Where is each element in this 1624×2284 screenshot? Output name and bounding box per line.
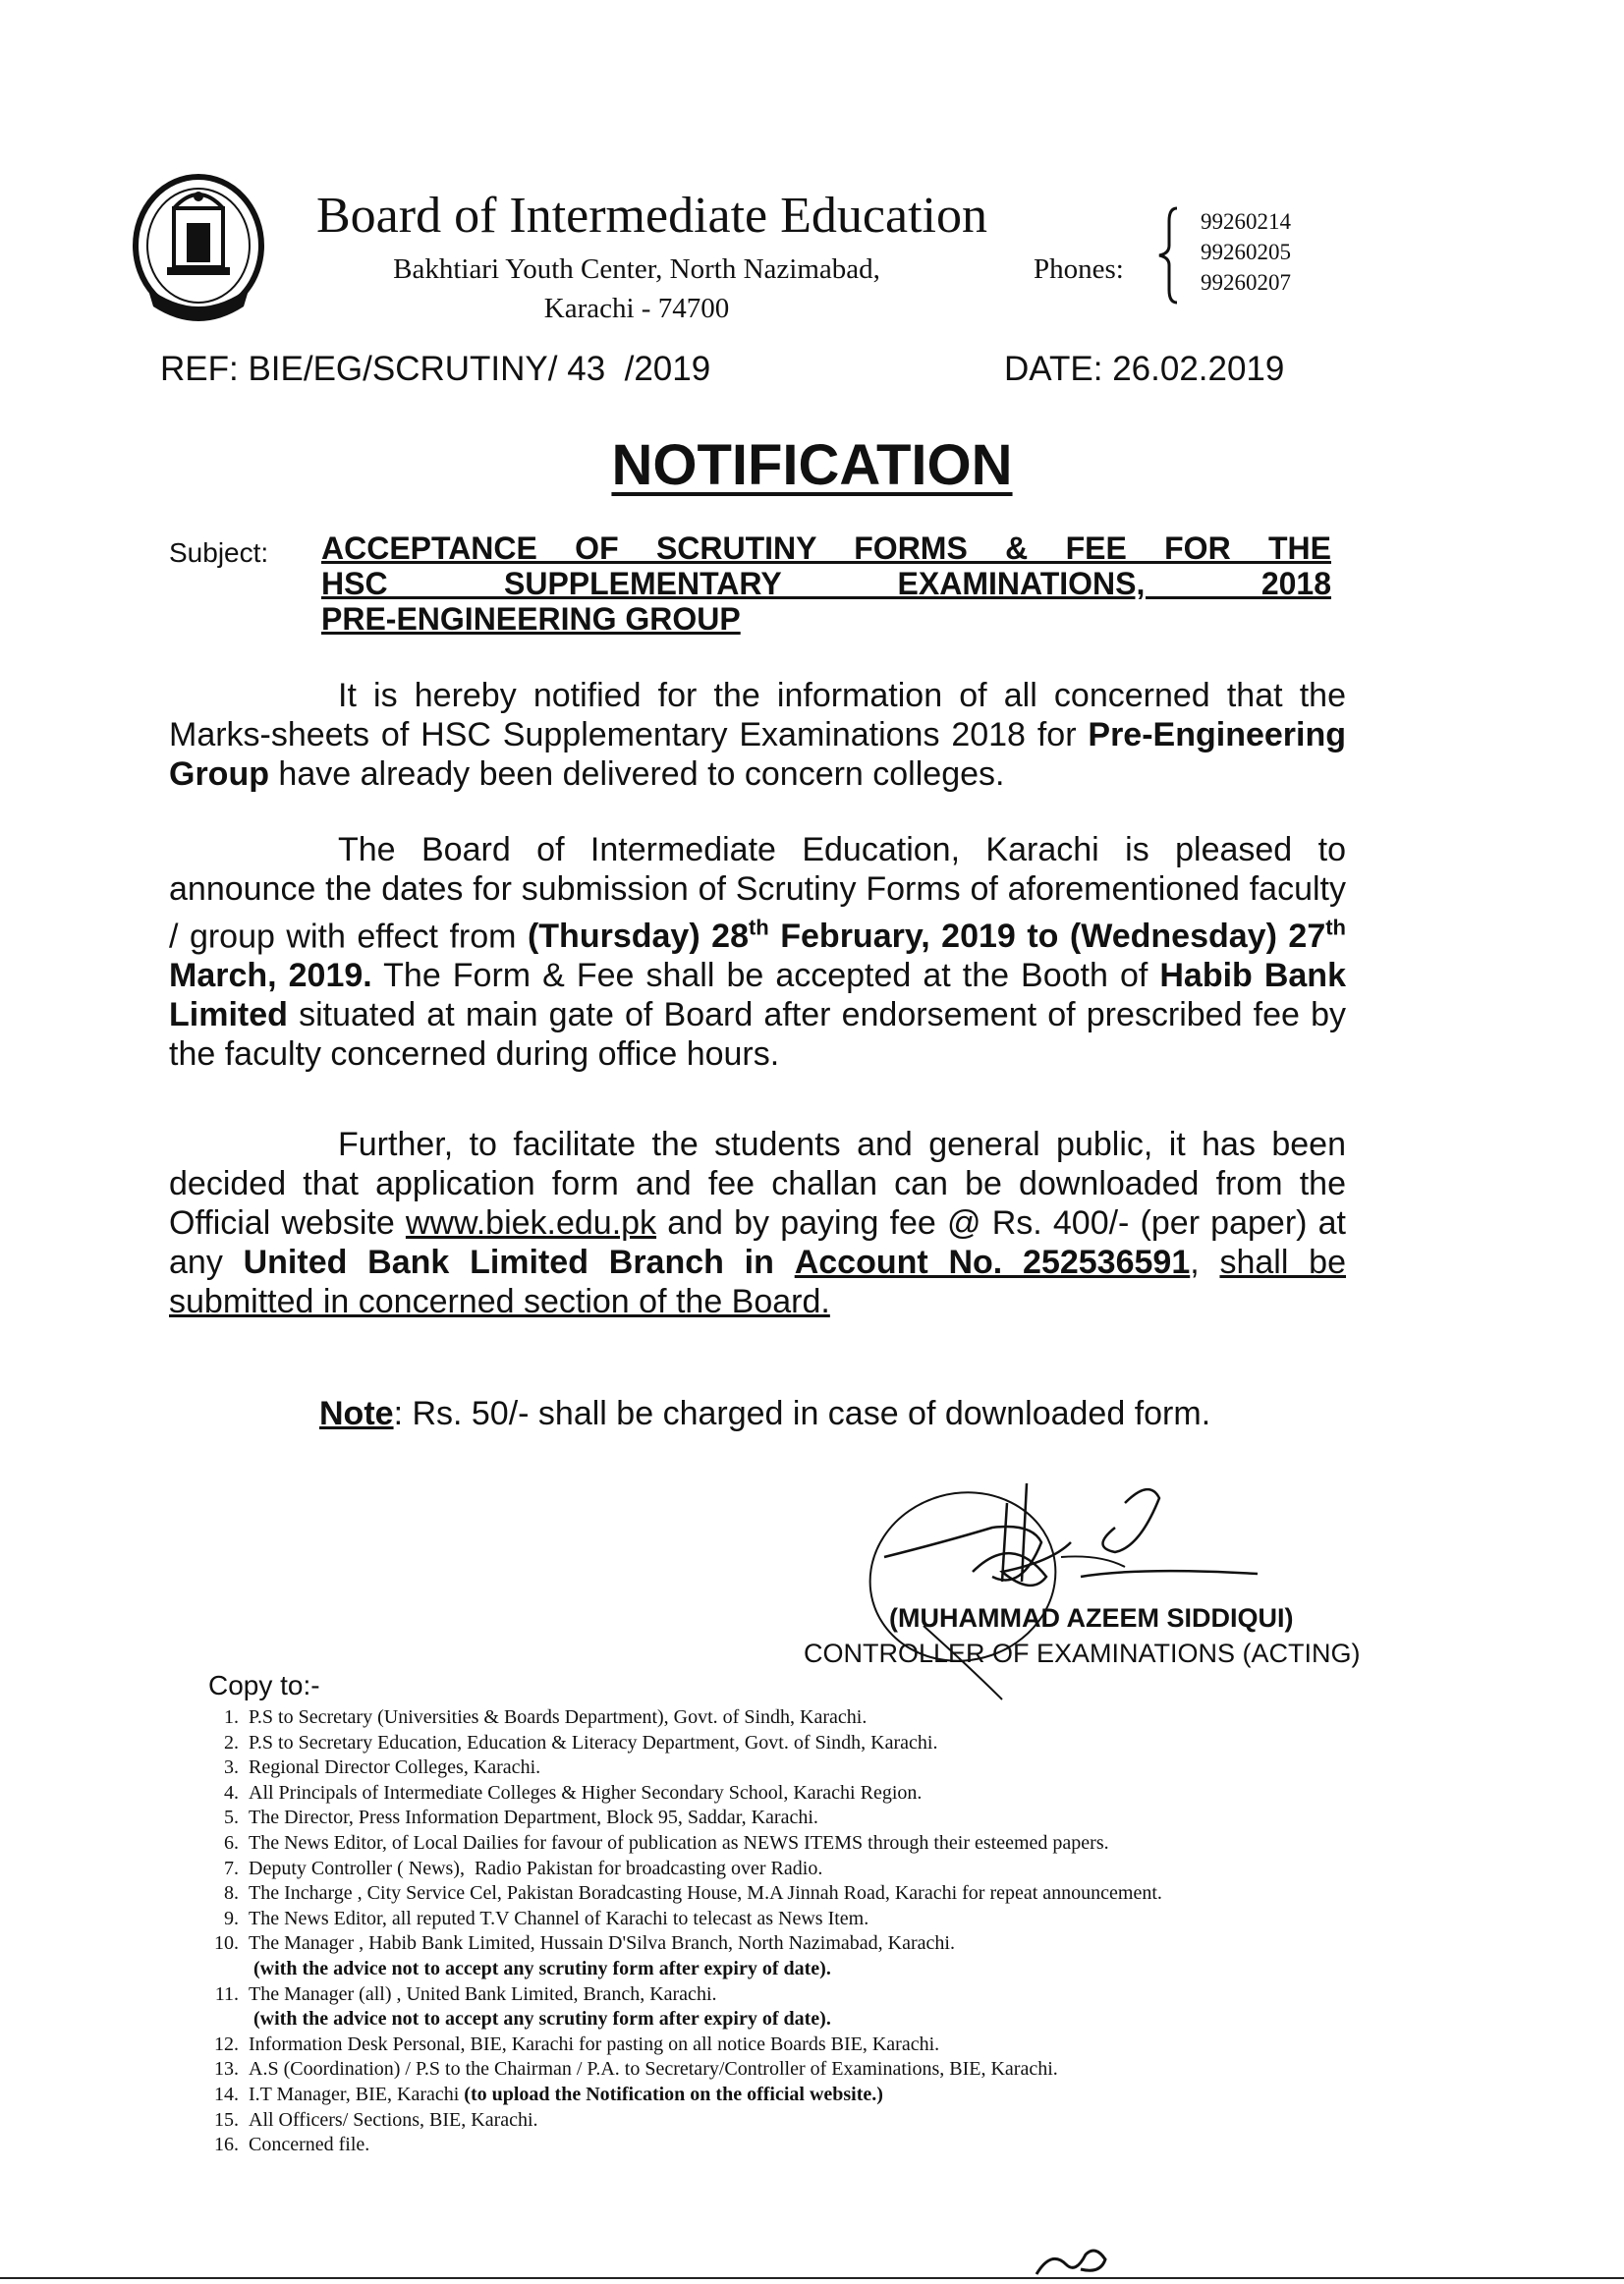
signatory-name: (MUHAMMAD AZEEM SIDDIQUI) — [889, 1603, 1294, 1633]
board-crest-logo — [128, 169, 270, 331]
brace-icon — [1149, 206, 1189, 305]
subject-line-1: ACCEPTANCE OF SCRUTINY FORMS & FEE FOR THE — [321, 530, 1331, 566]
copy-to-label: Copy to:- — [208, 1670, 320, 1700]
org-address — [317, 250, 956, 328]
comma: , — [1190, 1244, 1220, 1281]
phones-label: Phones: — [1034, 253, 1124, 285]
note-label: Note — [319, 1395, 394, 1432]
list-item: 14. I.T Manager, BIE, Karachi (to upload the Notification on the official website.) — [214, 2083, 883, 2105]
phone-number: 99260207 — [1201, 270, 1291, 295]
list-item: 2. P.S to Secretary Education, Education & Literacy Department, Govt. of Sindh, Karachi. — [224, 1731, 938, 1754]
para2-text-end: situated at main gate of Board after endorsement of prescribed fee by the faculty concerned during office hours. — [169, 996, 1346, 1074]
para3-text-mid: and by paying fee @ Rs. 400/- (per paper) at any — [169, 1204, 1346, 1281]
note-text: : Rs. 50/- shall be charged in case of downloaded form. — [393, 1395, 1211, 1432]
ordinal-suffix: th — [1325, 916, 1346, 940]
end-date: February, 2019 to (Wednesday) 27 — [768, 918, 1326, 956]
ordinal-suffix: th — [748, 916, 769, 940]
list-item: 13. A.S (Coordination) / P.S to the Chairman / P.A. to Secretary/Controller of Examinations, BIE, Karachi. — [214, 2058, 1058, 2081]
note — [319, 1395, 1210, 1433]
list-item: 16. Concerned file. — [214, 2134, 370, 2156]
para1-bold: Pre-Engineering Group — [169, 716, 1346, 793]
para2-text-mid: The Form & Fee shall be accepted at the Booth of — [371, 957, 1160, 995]
list-item: 9. The News Editor, all reputed T.V Channel of Karachi to telecast as News Item. — [224, 1907, 869, 1929]
bank-name: Habib Bank Limited — [169, 957, 1346, 1034]
list-item: 15. All Officers/ Sections, BIE, Karachi. — [214, 2108, 538, 2131]
subject-line-2: HSC SUPPLEMENTARY EXAMINATIONS, 2018 — [321, 566, 1331, 601]
paragraph-2 — [169, 830, 1346, 1074]
advice-note: (with the advice not to accept any scrutiny form after expiry of date). — [253, 1957, 831, 1979]
list-item: 10. The Manager , Habib Bank Limited, Hussain D'Silva Branch, North Nazimabad, Karachi. — [214, 1932, 955, 1955]
para1-text: It is hereby notified for the information of all concerned that the Marks-sheets of HSC Supplementary Examinations 2018 for — [169, 677, 1346, 753]
website-link[interactable]: www.biek.edu.pk — [405, 1204, 657, 1242]
handwritten-signature — [845, 1454, 1267, 1749]
submission-instruction: shall be submitted in concerned section of the Board. — [169, 1244, 1346, 1320]
list-item: 4. All Principals of Intermediate Colleges & Higher Secondary School, Karachi Region. — [224, 1781, 923, 1804]
page-bottom-edge — [0, 2277, 1624, 2279]
phones-list — [1201, 206, 1291, 298]
phone-number: 99260214 — [1201, 209, 1291, 234]
para1-text-end: have already been delivered to concern colleges. — [268, 755, 1005, 793]
list-item: 11. The Manager (all) , United Bank Limited, Branch, Karachi. — [214, 1982, 717, 2005]
subject-label: Subject: — [169, 537, 269, 568]
start-date: (Thursday) 28 — [527, 918, 749, 956]
list-item: 7. Deputy Controller ( News), Radio Pakistan for broadcasting over Radio. — [224, 1857, 823, 1879]
subject-text — [321, 530, 1331, 637]
copy-to-list — [201, 1705, 1429, 2158]
address-line-1: Bakhtiari Youth Center, North Nazimabad, — [393, 253, 880, 285]
advice-note: (with the advice not to accept any scrutiny form after expiry of date). — [253, 2008, 831, 2031]
list-item: 5. The Director, Press Information Department, Block 95, Saddar, Karachi. — [224, 1807, 818, 1829]
notification-date: DATE: 26.02.2019 — [1004, 350, 1285, 388]
list-item: 6. The News Editor, of Local Dailies for favour of publication as NEWS ITEMS through their esteemed papers. — [224, 1831, 1109, 1854]
list-item: 3. Regional Director Colleges, Karachi. — [224, 1756, 541, 1779]
org-name: Board of Intermediate Education — [316, 188, 987, 244]
end-date-month: March, 2019. — [169, 957, 372, 995]
account-number: Account No. 252536591 — [794, 1244, 1191, 1281]
paragraph-1 — [169, 676, 1346, 794]
subject-line-3: PRE-ENGINEERING GROUP — [321, 601, 741, 637]
title-text: NOTIFICATION — [611, 433, 1013, 497]
handwritten-initials — [1032, 2240, 1120, 2279]
reference-number: REF: BIE/EG/SCRUTINY/ 43 /2019 — [160, 350, 711, 388]
para3-text: Further, to facilitate the students and general public, it has been decided that application form and fee challan can be downloaded from the Official website — [169, 1126, 1346, 1242]
address-line-2: Karachi - 74700 — [543, 293, 730, 324]
phone-number: 99260205 — [1201, 240, 1291, 264]
paragraph-3 — [169, 1125, 1346, 1321]
list-item: 1. P.S to Secretary (Universities & Boards Department), Govt. of Sindh, Karachi. — [224, 1706, 868, 1728]
list-item: 12. Information Desk Personal, BIE, Karachi for pasting on all notice Boards BIE, Karachi. — [214, 2033, 940, 2055]
ubl-branch: United Bank Limited Branch in — [243, 1244, 774, 1281]
page-title — [0, 432, 1624, 498]
signatory-title: CONTROLLER OF EXAMINATIONS (ACTING) — [804, 1639, 1361, 1668]
list-item: 8. The Incharge , City Service Cel, Pakistan Boradcasting House, M.A Jinnah Road, Karachi for repeat announcement. — [224, 1882, 1162, 1905]
para2-text: The Board of Intermediate Education, Karachi is pleased to announce the dates for submission of Scrutiny Forms of aforementioned faculty / group with effect from — [169, 831, 1346, 956]
